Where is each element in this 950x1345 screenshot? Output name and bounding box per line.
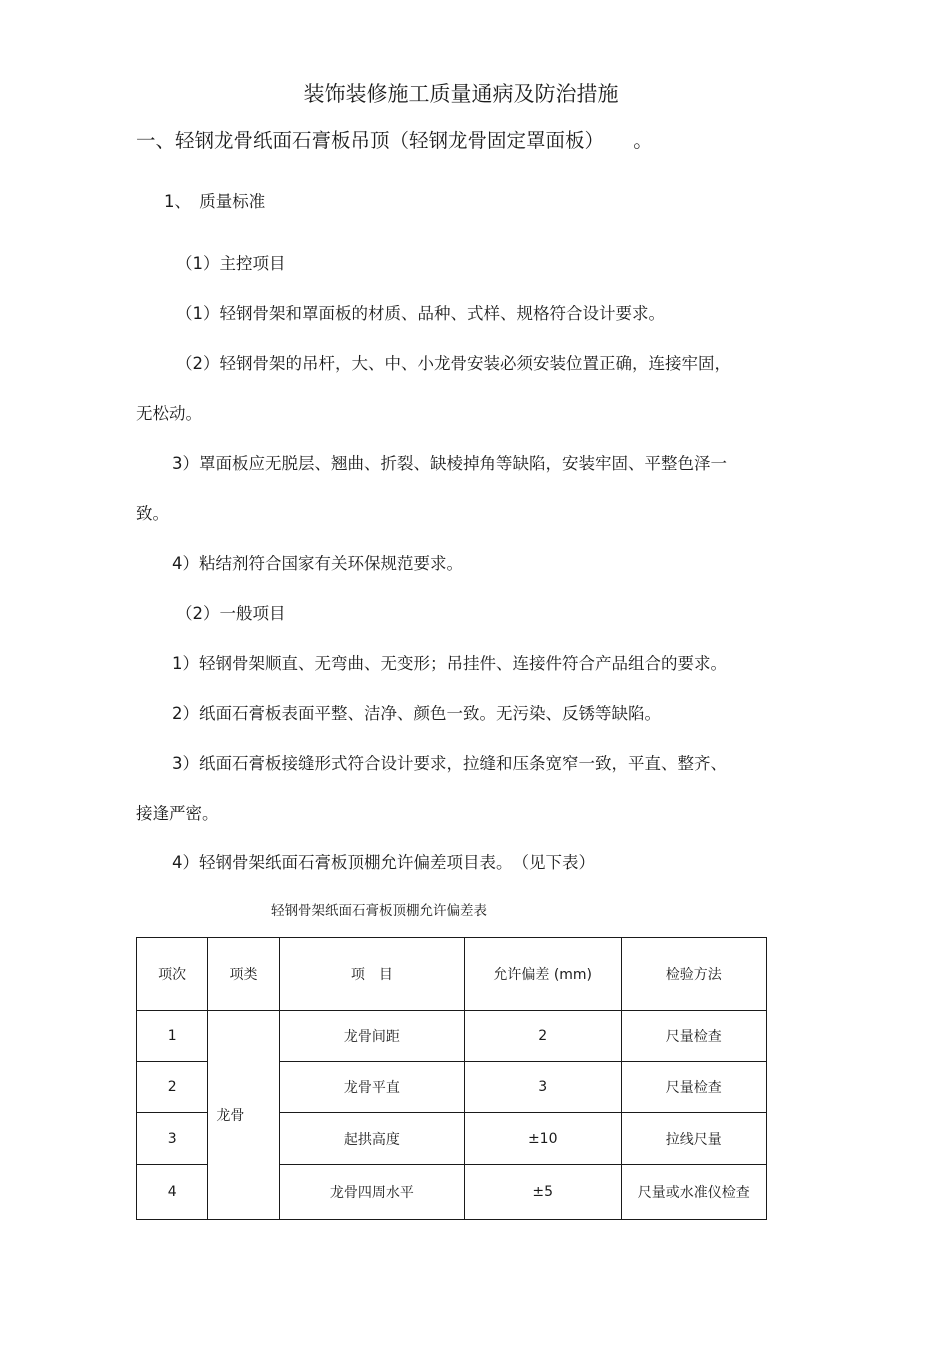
cell-method: 尺量或水准仪检查 [621,1165,766,1220]
cell-no: 2 [137,1062,208,1113]
paragraph: （2）轻钢骨架的吊杆，大、中、小龙骨安装必须安装位置正确，连接牢固， [176,354,731,373]
cell-tolerance: 3 [464,1062,621,1113]
table-header-row [137,938,767,1011]
paragraph: 致。 [136,504,169,523]
cell-tolerance: 2 [464,1011,621,1062]
document-title: 装饰装修施工质量通病及防治措施 [303,82,619,106]
cell-no: 3 [137,1113,208,1165]
cell-item: 龙骨间距 [279,1011,464,1062]
cell-tolerance: ±5 [464,1165,621,1220]
cell-category: 龙骨 [208,1011,279,1220]
paragraph: 2）纸面石膏板表面平整、洁净、颜色一致。无污染、反锈等缺陷。 [172,704,661,723]
cell-no: 4 [137,1165,208,1220]
paragraph: 4）粘结剂符合国家有关环保规范要求。 [172,554,463,573]
paragraph: 接逢严密。 [136,804,219,823]
table-row [137,1011,767,1062]
cell-item: 龙骨平直 [279,1062,464,1113]
paragraph: （1）主控项目 [176,254,286,273]
cell-item: 起拱高度 [279,1113,464,1165]
cell-method: 尺量检查 [621,1011,766,1062]
cell-tolerance: ±10 [464,1113,621,1165]
cell-method: 拉线尺量 [621,1113,766,1165]
paragraph: 3）纸面石膏板接缝形式符合设计要求，拉缝和压条宽窄一致，平直、整齐、 [172,754,727,773]
tolerance-table [136,937,767,1220]
paragraph: 1）轻钢骨架顺直、无弯曲、无变形；吊挂件、连接件符合产品组合的要求。 [172,654,727,673]
header-cell-item: 项 目 [279,938,464,1011]
paragraph: 4）轻钢骨架纸面石膏板顶棚允许偏差项目表。 （见下表） [172,853,595,872]
paragraph: 无松动。 [136,404,202,423]
cell-no: 1 [137,1011,208,1062]
header-cell-tolerance: 允许偏差 (mm) [464,938,621,1011]
paragraph: 3）罩面板应无脱层、翘曲、折裂、缺棱掉角等缺陷，安装牢固、平整色泽一 [172,454,727,473]
cell-item: 龙骨四周水平 [279,1165,464,1220]
header-cell-no: 项次 [137,938,208,1011]
paragraph: （2）一般项目 [176,604,286,623]
paragraph: （1）轻钢骨架和罩面板的材质、品种、式样、规格符合设计要求。 [176,304,665,323]
header-cell-method: 检验方法 [621,938,766,1011]
cell-method: 尺量检查 [621,1062,766,1113]
section-heading: 一、轻钢龙骨纸面石膏板吊顶（轻钢龙骨固定罩面板） 。 [136,129,653,152]
subsection-heading: 1、 质量标准 [164,192,266,211]
header-cell-category: 项类 [208,938,279,1011]
table-caption: 轻钢骨架纸面石膏板顶棚允许偏差表 [271,903,487,919]
